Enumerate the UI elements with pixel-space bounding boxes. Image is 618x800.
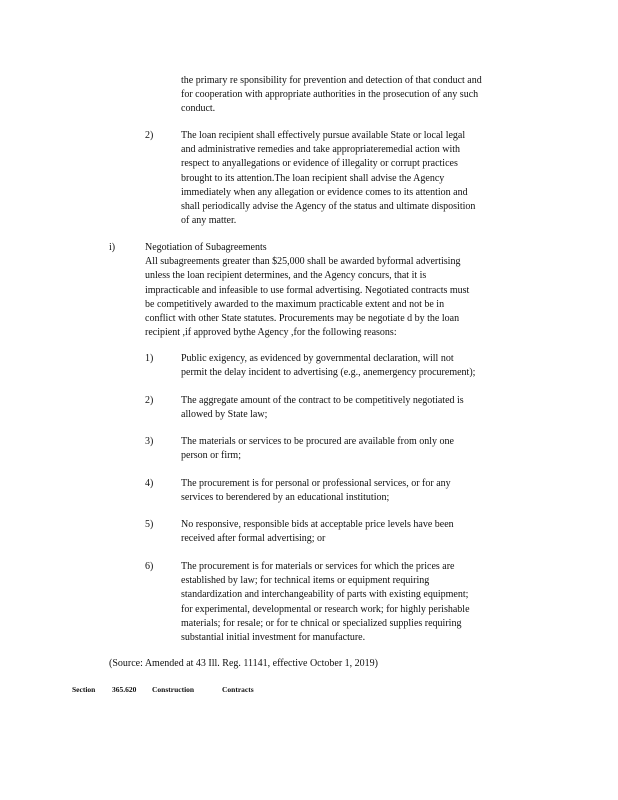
section-i-marker: i) [109, 242, 116, 253]
text-line: shall periodically advise the Agency of the status and ultimate disposition [181, 201, 476, 213]
text-line: allowed by State law; [181, 409, 268, 421]
text-line: and administrative remedies and take appropriateremedial action with [181, 144, 461, 156]
text-line: All subagreements greater than $25,000 shall be awarded byformal advertising [145, 256, 461, 268]
text-line: established by law; for technical items or equipment requiring [181, 575, 430, 587]
footer-section-number: 365.620 [112, 685, 137, 694]
reason-2-marker: 2) [145, 395, 154, 406]
reason-3-paragraph [181, 435, 454, 463]
footer-section-label: Section [72, 685, 96, 694]
reason-4-marker: 4) [145, 478, 154, 489]
text-line: for experimental, developmental or research work; for highly perishable [181, 603, 470, 615]
text-line: the primary re sponsibility for prevention and detection of that conduct and [181, 75, 482, 86]
footer-title-word1: Construction [152, 685, 195, 694]
text-line: The materials or services to be procured are available from only one [181, 436, 454, 447]
text-line: standardization and interchangeability of parts with existing equipment; [181, 589, 469, 601]
text-line: brought to its attention.The loan recipient shall advise the Agency [181, 172, 445, 184]
item-2-paragraph [181, 129, 475, 228]
text-line: respect to anyallegations or evidence of illegality or corrupt practices [181, 158, 458, 170]
text-line: for cooperation with appropriate authorities in the prosecution of any such [181, 89, 479, 101]
reason-6-marker: 6) [145, 561, 154, 572]
section-heading: Negotiation of Subagreements [145, 242, 267, 253]
text-line: substantial initial investment for manufacture. [181, 632, 366, 644]
text-line: The procurement is for personal or professional services, or for any [181, 478, 451, 489]
text-line: conduct. [181, 103, 216, 115]
reason-5-paragraph [181, 518, 454, 546]
text-line: The aggregate amount of the contract to be competitively negotiated is [181, 395, 464, 406]
reason-2-paragraph [181, 394, 464, 422]
reason-6-paragraph [181, 560, 470, 645]
text-line: impracticable and infeasible to use formal advertising. Negotiated contracts must [145, 284, 470, 296]
text-line: conflict with other State statutes. Procurements may be negotiate d by the loan [145, 313, 460, 325]
reason-4-paragraph [181, 477, 451, 505]
footer-title-word2: Contracts [222, 685, 254, 694]
text-line: received after formal advertising; or [181, 533, 326, 545]
text-line: person or firm; [181, 450, 241, 462]
text-line: recipient ,if approved bythe Agency ,for the following reasons: [145, 327, 397, 339]
intro-paragraph [181, 74, 482, 117]
text-line: immediately when any allegation or evidence comes to its attention and [181, 186, 468, 198]
text-line: The loan recipient shall effectively pursue available State or local legal [181, 130, 466, 141]
reason-1-marker: 1) [145, 353, 154, 364]
reason-1-paragraph [181, 352, 475, 380]
item-2-marker: 2) [145, 130, 154, 141]
reason-3-marker: 3) [145, 436, 154, 447]
text-line: services to berendered by an educational institution; [181, 492, 390, 504]
text-line: of any matter. [181, 215, 237, 227]
source-note: (Source: Amended at 43 Ill. Reg. 11141, effective October 1, 2019) [109, 658, 378, 669]
text-line: The procurement is for materials or services for which the prices are [181, 561, 455, 572]
text-line: unless the loan recipient determines, and the Agency concurs, that it is [145, 270, 427, 282]
text-line: permit the delay incident to advertising (e.g., anemergency procurement); [181, 367, 476, 379]
text-line: be competitively awarded to the maximum practicable extent and not be in [145, 298, 445, 310]
text-line: materials; for resale; or for te chnical or specialized supplies requiring [181, 617, 462, 629]
text-line: No responsive, responsible bids at acceptable price levels have been [181, 519, 454, 530]
section-i-paragraph [145, 241, 469, 340]
text-line: Public exigency, as evidenced by governmental declaration, will not [181, 353, 454, 364]
reason-5-marker: 5) [145, 519, 154, 530]
